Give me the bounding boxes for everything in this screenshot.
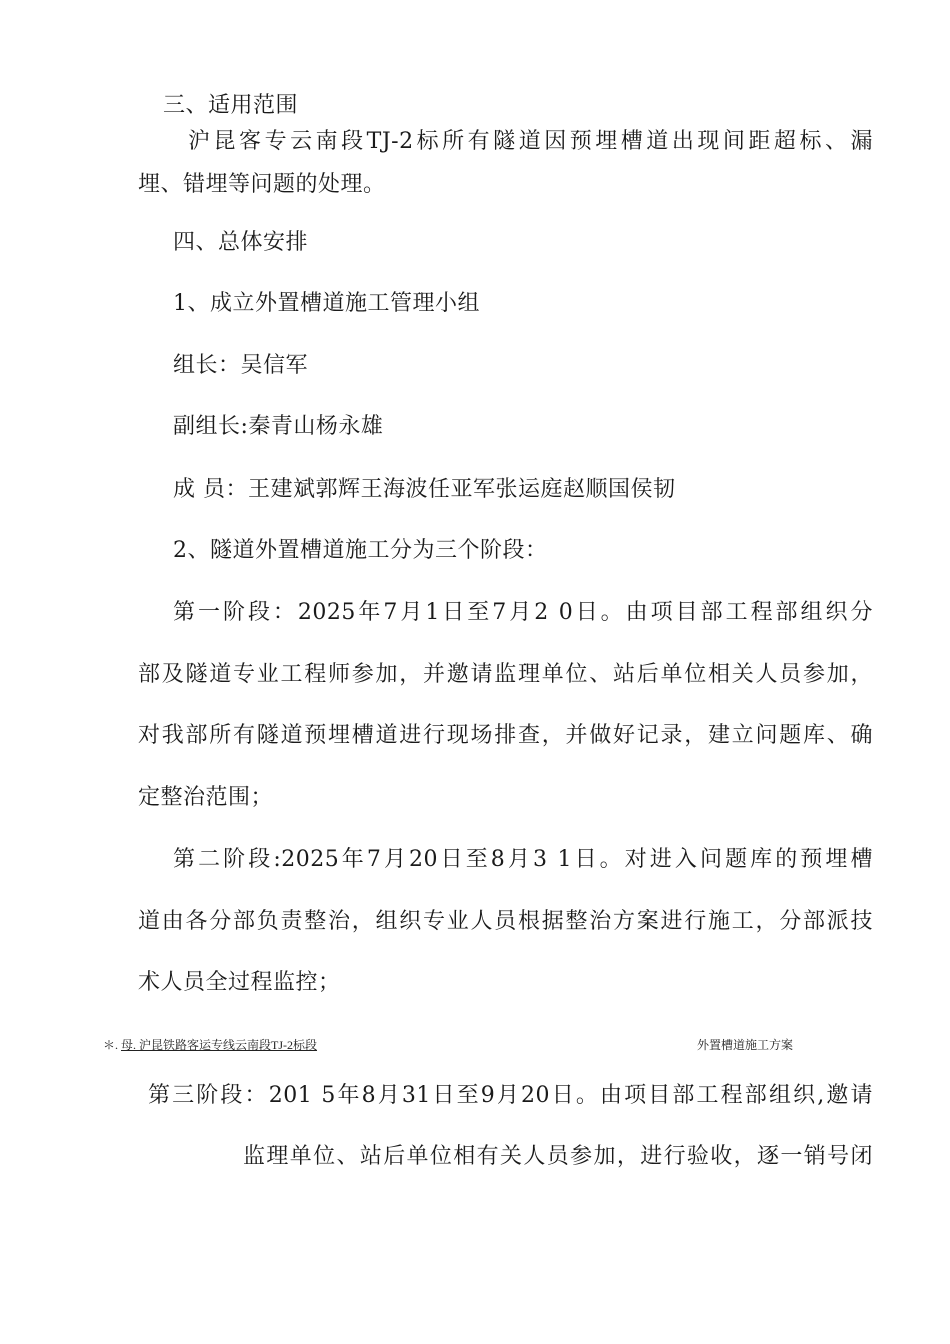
stage-two-line-1: 第二阶段:2025年7月20日至8月3 1日。对进入问题库的预埋槽: [173, 847, 873, 872]
footer-prefix: ＊.: [103, 1038, 122, 1052]
stage-three-line-2: 监理单位、站后单位相有关人员参加，进行验收，逐一销号闭: [243, 1144, 873, 1169]
page-footer-right: 外置槽道施工方案: [697, 1038, 794, 1052]
stage-one-line-1: 第一阶段：2025年7月1日至7月2 0日。由项目部工程部组织分: [173, 600, 873, 625]
stage-one-line-2: 部及隧道专业工程师参加，并邀请监理单位、站后单位相关人员参加，: [138, 662, 873, 687]
group-leader: 组长：吴信军: [173, 353, 309, 378]
stage-one-line-4: 定整治范围；: [138, 785, 274, 810]
paragraph-scope-line-2: 埋、错埋等问题的处理。: [138, 172, 386, 197]
stage-two-line-3: 术人员全过程监控；: [138, 970, 341, 995]
item-three-stages: 2、隧道外置槽道施工分为三个阶段：: [173, 538, 548, 563]
group-members: 成 员：王建斌郭辉王海波任亚军张运庭赵顺国侯韧: [173, 477, 676, 502]
paragraph-scope-line-1: 沪昆客专云南段TJ-2标所有隧道因预埋槽道出现间距超标、漏: [188, 129, 873, 154]
footer-project-name: 母. 沪昆铁路客运专线云南段TJ-2标段: [121, 1038, 318, 1052]
stage-two-line-2: 道由各分部负责整治，组织专业人员根据整治方案进行施工，分部派技: [138, 909, 873, 934]
section-heading-arrangement: 四、总体安排: [173, 230, 309, 255]
section-heading-scope: 三、适用范围: [163, 93, 299, 118]
deputy-group-leader: 副组长:秦青山杨永雄: [173, 414, 384, 439]
page-footer-left: [103, 1037, 317, 1053]
stage-one-line-3: 对我部所有隧道预埋槽道进行现场排查，并做好记录，建立问题库、确: [138, 723, 873, 748]
stage-three-line-1: 第三阶段：201 5年8月31日至9月20日。由项目部工程部组织,邀请: [148, 1083, 873, 1108]
item-management-group: 1、成立外置槽道施工管理小组: [173, 291, 480, 316]
